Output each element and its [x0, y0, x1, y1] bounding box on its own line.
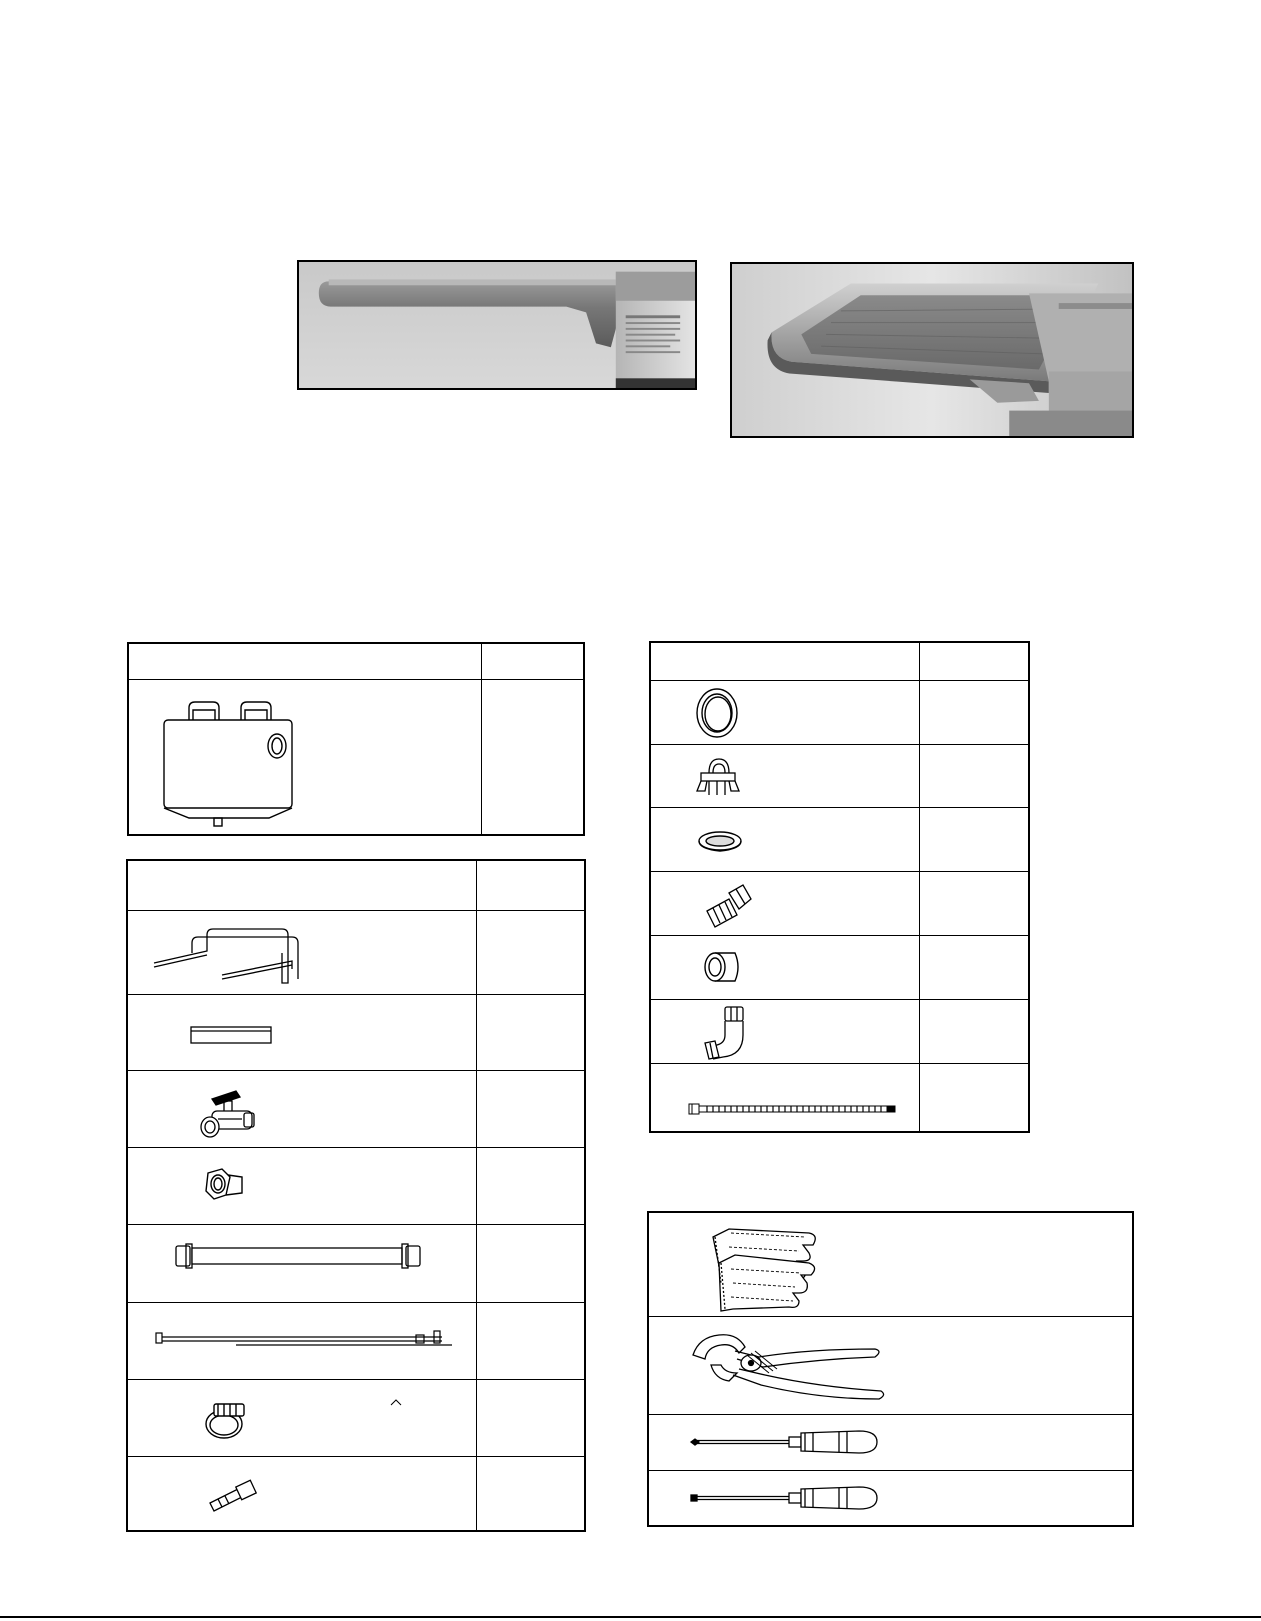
- hardware-parts-table: [126, 859, 586, 1532]
- footer-rule: [0, 1616, 1261, 1618]
- caret-mark-icon: [390, 1398, 402, 1406]
- tank-parts-table: [127, 642, 585, 836]
- foam-strip-icon: [190, 1025, 272, 1045]
- barbed-fitting-icon: [703, 883, 753, 927]
- side-shelf-cutting-board-photo: [730, 262, 1134, 438]
- hose-adapter-icon: [202, 1167, 248, 1203]
- coupling-icon: [703, 949, 743, 985]
- tools-table: [647, 1211, 1134, 1527]
- water-hose-icon: [174, 1240, 424, 1272]
- tank-bracket-icon: [152, 923, 312, 985]
- flat-washer-icon: [697, 829, 743, 853]
- hose-barb-icon: [208, 1479, 260, 1513]
- hose-clamp-icon: [202, 1398, 250, 1442]
- gasket-ring-icon: [695, 687, 739, 739]
- ball-valve-icon: [198, 1087, 258, 1139]
- drain-tube-icon: [156, 1331, 456, 1351]
- water-tank-icon: [159, 694, 309, 829]
- channel-lock-pliers-icon: [689, 1329, 889, 1405]
- fittings-parts-table: [649, 641, 1030, 1133]
- hose-clip-icon: [695, 755, 741, 799]
- side-shelf-side-view-photo: [297, 260, 697, 390]
- work-gloves-icon: [709, 1223, 829, 1313]
- flat-screwdriver-icon: [689, 1483, 889, 1513]
- phillips-screwdriver-icon: [689, 1427, 889, 1457]
- cable-tie-icon: [689, 1103, 899, 1115]
- elbow-fitting-icon: [701, 1005, 751, 1061]
